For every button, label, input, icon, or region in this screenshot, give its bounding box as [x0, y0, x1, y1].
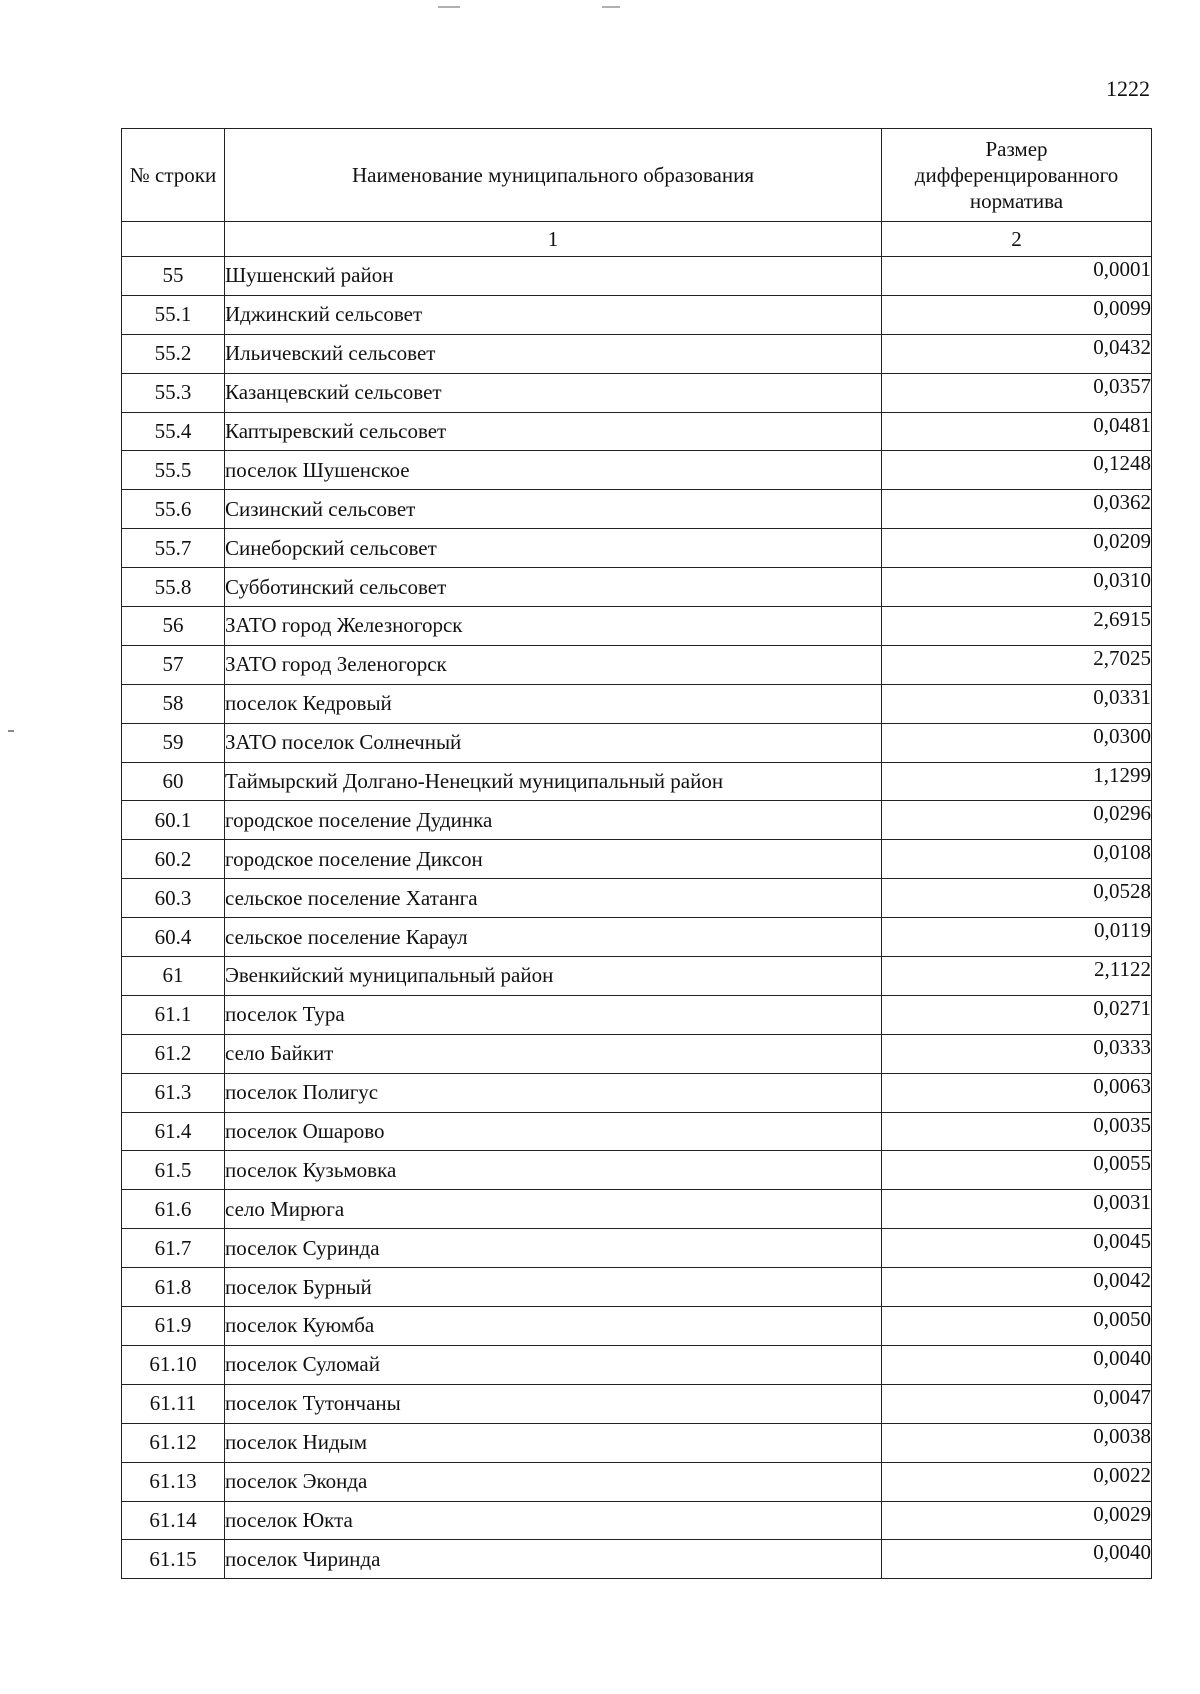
row-number-cell: 56	[122, 607, 225, 646]
table-row	[122, 1229, 1152, 1268]
row-number-cell: 61.12	[122, 1423, 225, 1462]
table-row	[122, 1423, 1152, 1462]
row-number-cell: 55.3	[122, 373, 225, 412]
normative-value-cell: 0,0357	[882, 373, 1152, 412]
table-row	[122, 257, 1152, 296]
municipality-name-cell: село Байкит	[225, 1034, 882, 1073]
row-number-cell: 61.5	[122, 1151, 225, 1190]
row-number-cell: 61.14	[122, 1501, 225, 1540]
table-row	[122, 1462, 1152, 1501]
normative-value-cell: 0,0528	[882, 879, 1152, 918]
municipality-name-cell: поселок Куюмба	[225, 1307, 882, 1346]
row-number-cell: 55.8	[122, 568, 225, 607]
table-row	[122, 1112, 1152, 1151]
normative-value-cell: 0,0031	[882, 1190, 1152, 1229]
municipality-name-cell: поселок Чиринда	[225, 1540, 882, 1579]
normative-value-cell: 0,1248	[882, 451, 1152, 490]
row-number-cell: 55.7	[122, 529, 225, 568]
table-row	[122, 1501, 1152, 1540]
row-number-cell: 61.10	[122, 1345, 225, 1384]
scan-artifacts	[0, 6, 1200, 10]
municipality-name-cell: поселок Юкта	[225, 1501, 882, 1540]
table-row	[122, 607, 1152, 646]
table-row	[122, 840, 1152, 879]
header-municipality-name: Наименование муниципального образования	[225, 129, 882, 222]
table-row	[122, 1345, 1152, 1384]
normative-value-cell: 2,1122	[882, 957, 1152, 996]
municipality-name-cell: Каптыревский сельсовет	[225, 412, 882, 451]
table-row	[122, 995, 1152, 1034]
normative-value-cell: 0,0119	[882, 918, 1152, 957]
municipality-name-cell: Таймырский Долгано-Ненецкий муниципальный район	[225, 762, 882, 801]
row-number-cell: 61.11	[122, 1384, 225, 1423]
table-row	[122, 762, 1152, 801]
header-row-number: № строки	[122, 129, 225, 222]
column-number-1: 1	[225, 222, 882, 257]
municipality-name-cell: поселок Нидым	[225, 1423, 882, 1462]
normative-value-cell: 0,0209	[882, 529, 1152, 568]
municipality-name-cell: поселок Кузьмовка	[225, 1151, 882, 1190]
normative-value-cell: 2,6915	[882, 607, 1152, 646]
normative-value-cell: 0,0310	[882, 568, 1152, 607]
municipality-name-cell: сельское поселение Хатанга	[225, 879, 882, 918]
row-number-cell: 55.2	[122, 334, 225, 373]
normative-value-cell: 0,0040	[882, 1345, 1152, 1384]
municipality-name-cell: поселок Бурный	[225, 1268, 882, 1307]
normatives-table	[121, 128, 1152, 1579]
table-row	[122, 723, 1152, 762]
municipality-name-cell: Эвенкийский муниципальный район	[225, 957, 882, 996]
header-normative-size: Размер дифференцированного норматива	[882, 129, 1152, 222]
row-number-cell: 61.7	[122, 1229, 225, 1268]
table-row	[122, 684, 1152, 723]
normative-value-cell: 0,0300	[882, 723, 1152, 762]
normative-value-cell: 0,0038	[882, 1423, 1152, 1462]
municipality-name-cell: Синеборский сельсовет	[225, 529, 882, 568]
municipality-name-cell: Шушенский район	[225, 257, 882, 296]
table-row	[122, 412, 1152, 451]
municipality-name-cell: ЗАТО город Железногорск	[225, 607, 882, 646]
row-number-cell: 57	[122, 645, 225, 684]
normative-value-cell: 0,0022	[882, 1462, 1152, 1501]
normative-value-cell: 1,1299	[882, 762, 1152, 801]
row-number-cell: 60.4	[122, 918, 225, 957]
row-number-cell: 60.3	[122, 879, 225, 918]
table-row	[122, 1268, 1152, 1307]
table-row	[122, 334, 1152, 373]
scan-mark	[8, 730, 14, 732]
municipality-name-cell: Казанцевский сельсовет	[225, 373, 882, 412]
row-number-cell: 61.6	[122, 1190, 225, 1229]
municipality-name-cell: ЗАТО поселок Солнечный	[225, 723, 882, 762]
municipality-name-cell: поселок Эконда	[225, 1462, 882, 1501]
normative-value-cell: 0,0045	[882, 1229, 1152, 1268]
row-number-cell: 61.13	[122, 1462, 225, 1501]
column-number-2: 2	[882, 222, 1152, 257]
row-number-cell: 61.8	[122, 1268, 225, 1307]
table-row	[122, 295, 1152, 334]
table-row	[122, 957, 1152, 996]
table-row	[122, 1034, 1152, 1073]
table-row	[122, 645, 1152, 684]
municipality-name-cell: Сизинский сельсовет	[225, 490, 882, 529]
municipality-name-cell: поселок Полигус	[225, 1073, 882, 1112]
table-row	[122, 490, 1152, 529]
scan-mark	[438, 6, 460, 8]
municipality-name-cell: Ильичевский сельсовет	[225, 334, 882, 373]
municipality-name-cell: Субботинский сельсовет	[225, 568, 882, 607]
normative-value-cell: 0,0333	[882, 1034, 1152, 1073]
table-row	[122, 451, 1152, 490]
table-row	[122, 1307, 1152, 1346]
table-row	[122, 373, 1152, 412]
table-row	[122, 918, 1152, 957]
municipality-name-cell: поселок Суломай	[225, 1345, 882, 1384]
municipality-name-cell: село Мирюга	[225, 1190, 882, 1229]
normative-value-cell: 0,0362	[882, 490, 1152, 529]
page-number: 1222	[1106, 76, 1150, 101]
municipality-name-cell: ЗАТО город Зеленогорск	[225, 645, 882, 684]
row-number-cell: 55	[122, 257, 225, 296]
row-number-cell: 61.2	[122, 1034, 225, 1073]
column-number-row	[122, 222, 1152, 257]
row-number-cell: 61.15	[122, 1540, 225, 1579]
row-number-cell: 59	[122, 723, 225, 762]
normative-value-cell: 0,0029	[882, 1501, 1152, 1540]
table-header-row	[122, 129, 1152, 222]
municipality-name-cell: сельское поселение Караул	[225, 918, 882, 957]
table-row	[122, 529, 1152, 568]
row-number-cell: 55.4	[122, 412, 225, 451]
row-number-cell: 61.9	[122, 1307, 225, 1346]
row-number-cell: 55.1	[122, 295, 225, 334]
row-number-cell: 60	[122, 762, 225, 801]
municipality-name-cell: поселок Шушенское	[225, 451, 882, 490]
municipality-name-cell: поселок Тура	[225, 995, 882, 1034]
row-number-cell: 61	[122, 957, 225, 996]
table-row	[122, 1151, 1152, 1190]
table-row	[122, 1540, 1152, 1579]
normative-value-cell: 0,0042	[882, 1268, 1152, 1307]
normative-value-cell: 0,0432	[882, 334, 1152, 373]
normative-value-cell: 0,0099	[882, 295, 1152, 334]
row-number-cell: 61.4	[122, 1112, 225, 1151]
row-number-cell: 55.5	[122, 451, 225, 490]
row-number-cell: 61.1	[122, 995, 225, 1034]
normative-value-cell: 0,0481	[882, 412, 1152, 451]
normative-value-cell: 0,0001	[882, 257, 1152, 296]
normative-value-cell: 0,0050	[882, 1307, 1152, 1346]
table-row	[122, 1073, 1152, 1112]
normative-value-cell: 0,0047	[882, 1384, 1152, 1423]
table-row	[122, 801, 1152, 840]
table-body	[122, 257, 1152, 1579]
municipality-name-cell: поселок Тутончаны	[225, 1384, 882, 1423]
normative-value-cell: 0,0296	[882, 801, 1152, 840]
municipality-name-cell: городское поселение Дудинка	[225, 801, 882, 840]
table-row	[122, 1384, 1152, 1423]
row-number-cell: 60.2	[122, 840, 225, 879]
normative-value-cell: 0,0040	[882, 1540, 1152, 1579]
table-row	[122, 1190, 1152, 1229]
normative-value-cell: 0,0063	[882, 1073, 1152, 1112]
municipality-name-cell: поселок Ошарово	[225, 1112, 882, 1151]
row-number-cell: 60.1	[122, 801, 225, 840]
municipality-name-cell: Иджинский сельсовет	[225, 295, 882, 334]
normative-value-cell: 2,7025	[882, 645, 1152, 684]
normative-value-cell: 0,0108	[882, 840, 1152, 879]
municipality-name-cell: городское поселение Диксон	[225, 840, 882, 879]
row-number-cell: 61.3	[122, 1073, 225, 1112]
municipality-name-cell: поселок Суринда	[225, 1229, 882, 1268]
normative-value-cell: 0,0331	[882, 684, 1152, 723]
normative-value-cell: 0,0035	[882, 1112, 1152, 1151]
row-number-cell: 58	[122, 684, 225, 723]
municipality-name-cell: поселок Кедровый	[225, 684, 882, 723]
normative-value-cell: 0,0055	[882, 1151, 1152, 1190]
column-number-blank	[122, 222, 225, 257]
table-row	[122, 879, 1152, 918]
row-number-cell: 55.6	[122, 490, 225, 529]
scan-mark	[602, 6, 620, 8]
table-row	[122, 568, 1152, 607]
normative-value-cell: 0,0271	[882, 995, 1152, 1034]
